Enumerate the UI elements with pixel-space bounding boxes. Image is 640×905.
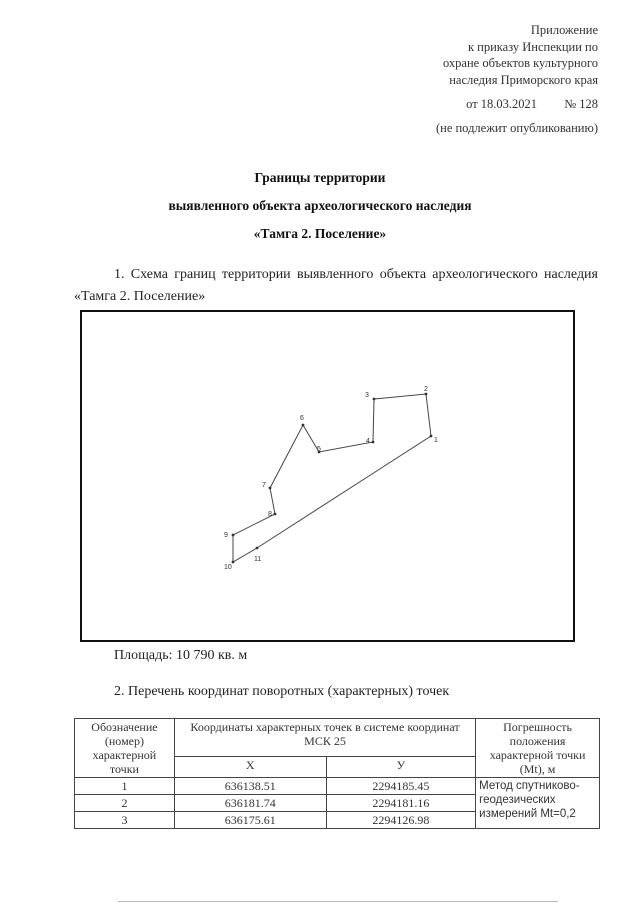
coordinates-table <box>74 718 600 829</box>
annex-line: охране объектов культурного <box>442 56 598 70</box>
cell-y: 2294126.98 <box>326 812 476 829</box>
annex-line: наследия Приморского края <box>449 72 598 87</box>
vertex-label: 7 <box>262 482 266 489</box>
vertex-marker <box>425 393 428 396</box>
vertex-label: 4 <box>366 438 370 445</box>
vertex-label: 9 <box>224 532 228 539</box>
cell-x: 636181.74 <box>174 795 326 812</box>
area-text: Площадь: 10 790 кв. м <box>114 648 248 663</box>
vertex-marker <box>232 561 235 564</box>
cell-y: 2294185.45 <box>326 778 476 795</box>
vertex-marker <box>373 398 376 401</box>
header-coords: Координаты характерных точек в системе координат МСК 25 <box>174 719 475 757</box>
vertex-label: 8 <box>268 511 272 518</box>
header-x: X <box>174 757 326 778</box>
cell-point-number: 1 <box>75 778 175 795</box>
vertex-label: 6 <box>300 415 304 422</box>
header-accuracy: Погрешность положения характерной точки (Mt), м <box>476 719 600 778</box>
boundary-scheme-map <box>80 310 575 642</box>
vertex-marker <box>232 534 235 537</box>
annex-line: Приложение <box>530 23 598 37</box>
order-date: от 18.03.2021 <box>466 97 538 111</box>
header-point: Обозначение (номер) характерной точки <box>75 719 175 778</box>
cell-x: 636138.51 <box>174 778 326 795</box>
vertex-marker <box>372 441 375 444</box>
vertex-label: 11 <box>254 556 262 563</box>
order-number: № 128 <box>564 97 598 111</box>
page-cut-line <box>118 901 558 902</box>
cell-method: Метод спутниково-геодезических измерений Mt=0,2 <box>476 778 600 829</box>
table-row <box>75 778 600 795</box>
table-header-row <box>75 719 600 757</box>
order-reference <box>466 97 598 112</box>
cell-y: 2294181.16 <box>326 795 476 812</box>
vertex-label: 1 <box>434 437 438 444</box>
vertex-marker <box>302 424 305 427</box>
vertex-marker <box>274 513 277 516</box>
vertex-label: 2 <box>424 386 428 393</box>
cell-x: 636175.61 <box>174 812 326 829</box>
vertex-marker <box>269 487 272 490</box>
cell-point-number: 3 <box>75 812 175 829</box>
boundary-polygon <box>233 394 431 562</box>
vertex-label: 5 <box>317 446 321 453</box>
annex-header <box>298 22 598 88</box>
vertex-marker <box>256 547 259 550</box>
annex-line: к приказу Инспекции по <box>467 39 598 54</box>
publication-note: (не подлежит опубликованию) <box>435 121 598 135</box>
document-title-line1: Границы территории <box>254 170 386 185</box>
vertex-label: 10 <box>224 564 232 571</box>
document-title-line3: «Тамга 2. Поселение» <box>253 226 387 241</box>
header-y: У <box>326 757 476 778</box>
vertex-label: 3 <box>365 392 369 399</box>
section2-title: 2. Перечень координат поворотных (характерных) точек <box>114 684 450 699</box>
document-title-line2: выявленного объекта археологического наследия <box>168 198 472 213</box>
section1-text: 1. Схема границ территории выявленного объекта археологического наследия «Тамга 2. Поселение» <box>74 267 598 304</box>
vertex-marker <box>430 435 433 438</box>
boundary-scheme-svg <box>82 312 573 640</box>
cell-point-number: 2 <box>75 795 175 812</box>
